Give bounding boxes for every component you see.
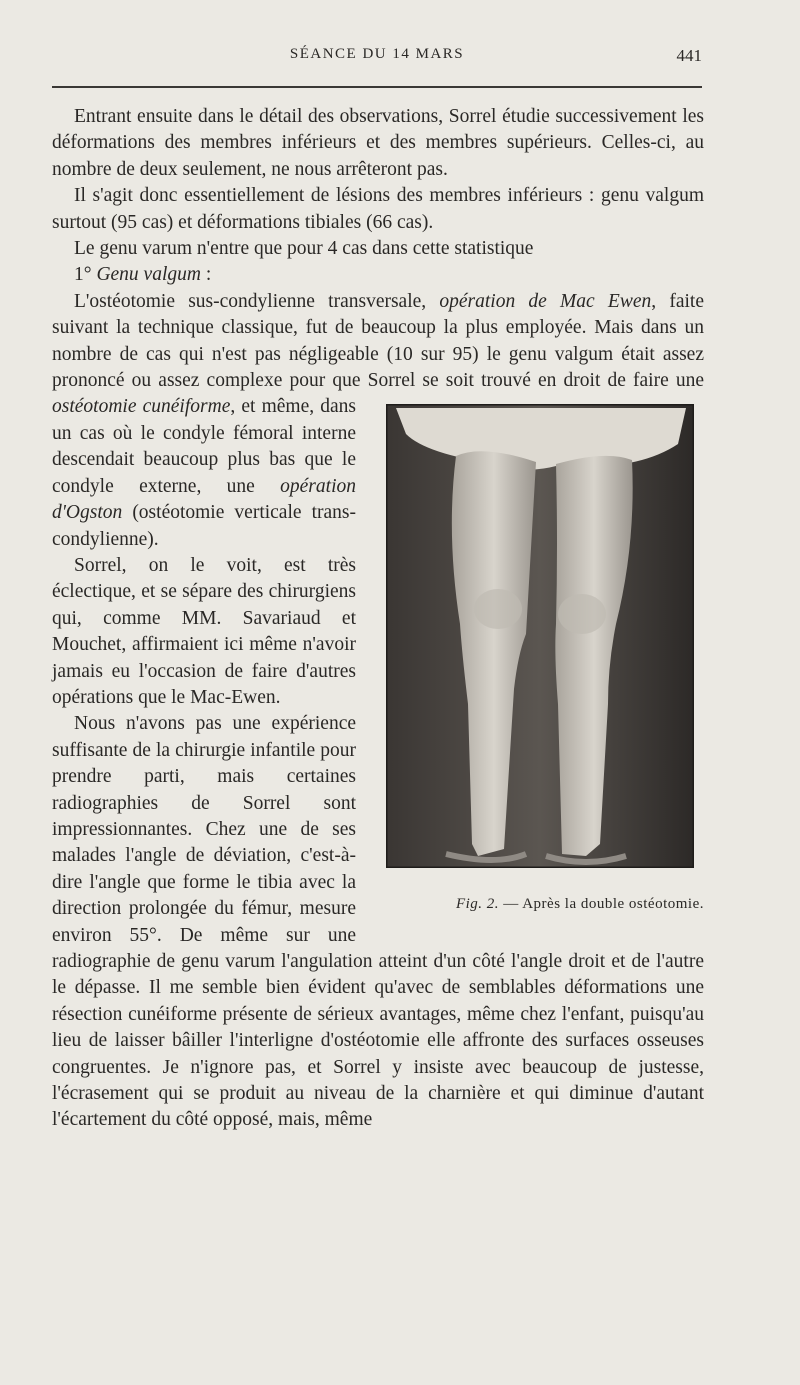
page-number: 441 — [676, 46, 702, 65]
italic-term: ostéotomie cunéiforme — [52, 396, 231, 418]
running-title: SÉANCE DU 14 MARS — [289, 46, 465, 62]
italic-term: opération d'Ogston — [52, 475, 356, 524]
section-heading — [52, 262, 704, 288]
section-number: 1° — [74, 264, 97, 286]
figure-label: Fig. 2. — [455, 896, 500, 913]
paragraph: Le genu varum n'entre que pour 4 cas dans cette statistique — [74, 238, 534, 260]
knee-photograph — [386, 404, 694, 868]
paragraph: Il s'agit donc essentiellement de lésions des membres inférieurs : genu valgum surtout (95 cas) et déformations tibiales (66 cas). — [52, 185, 704, 233]
italic-term: opération de Mac Ewen — [439, 290, 652, 312]
text-run: , et même, dans un cas où le condyle fémoral interne descendait beaucoup plus bas que le condyle externe, une — [52, 396, 356, 497]
paragraph: Nous n'avons pas une expérience suffisante de la chirurgie infantile pour prendre parti, mais certaines radiographies de Sorrel sont impressionnantes. Chez une de ses malades l'angle de déviation, c'est-à-dire l'angle que forme le tibia avec la direction prolongée du fémur, mesure environ 55°. De même sur une radiographie de genu varum l'angulation atteint d'un côté l'angle droit et de l'autre le dépasse. Il me semble bien évident qu'avec de semblables déformations une résection cunéiforme présente de sérieux avantages, même chez l'enfant, puisqu'au lieu de laisser bâiller l'interligne d'ostéotomie elle affronte des surfaces osseuses congruentes. Je n'ignore pas, et Sorrel y insiste avec beaucoup de justesse, l'écrasement qui se produit au niveau de la charnière et qui diminue d'autant l'écartement du côté opposé, mais, même — [52, 713, 704, 1131]
figure — [374, 396, 704, 934]
section-colon: : — [200, 264, 212, 286]
running-header — [52, 46, 702, 70]
text-run: (ostéotomie verticale trans-condylienne). — [52, 502, 356, 550]
text-run: , faite suivant la technique classique, fut de beaucoup la plus employée. Mais dans un nombre de cas qui n'est pas négligeable (10 sur 95) le genu valgum était assez prononcé ou assez complexe pour que Sorrel se soit trouvé en droit de faire une — [52, 290, 704, 392]
header-rule — [52, 86, 702, 88]
section-title: Genu valgum — [96, 264, 201, 286]
paragraph: Sorrel, on le voit, est très éclectique, et se sépare des chirurgiens qui, comme MM. Savariaud et Mouchet, affirmaient ici même n'avoir jamais eu l'occasion de faire d'autres opérations que le Mac-Ewen. — [52, 554, 356, 708]
article-body — [52, 104, 704, 1134]
paragraph: Entrant ensuite dans le détail des observations, Sorrel étudie successivement les déformations des membres inférieurs et des membres supérieurs. Celles-ci, au nombre de deux seulement, ne nous arrêteront pas. — [52, 106, 704, 180]
figure-caption-text: — Après la double ostéotomie. — [499, 896, 704, 913]
text-run: L'ostéotomie sus-condylienne transversale, — [74, 290, 440, 312]
figure-caption — [374, 891, 704, 917]
